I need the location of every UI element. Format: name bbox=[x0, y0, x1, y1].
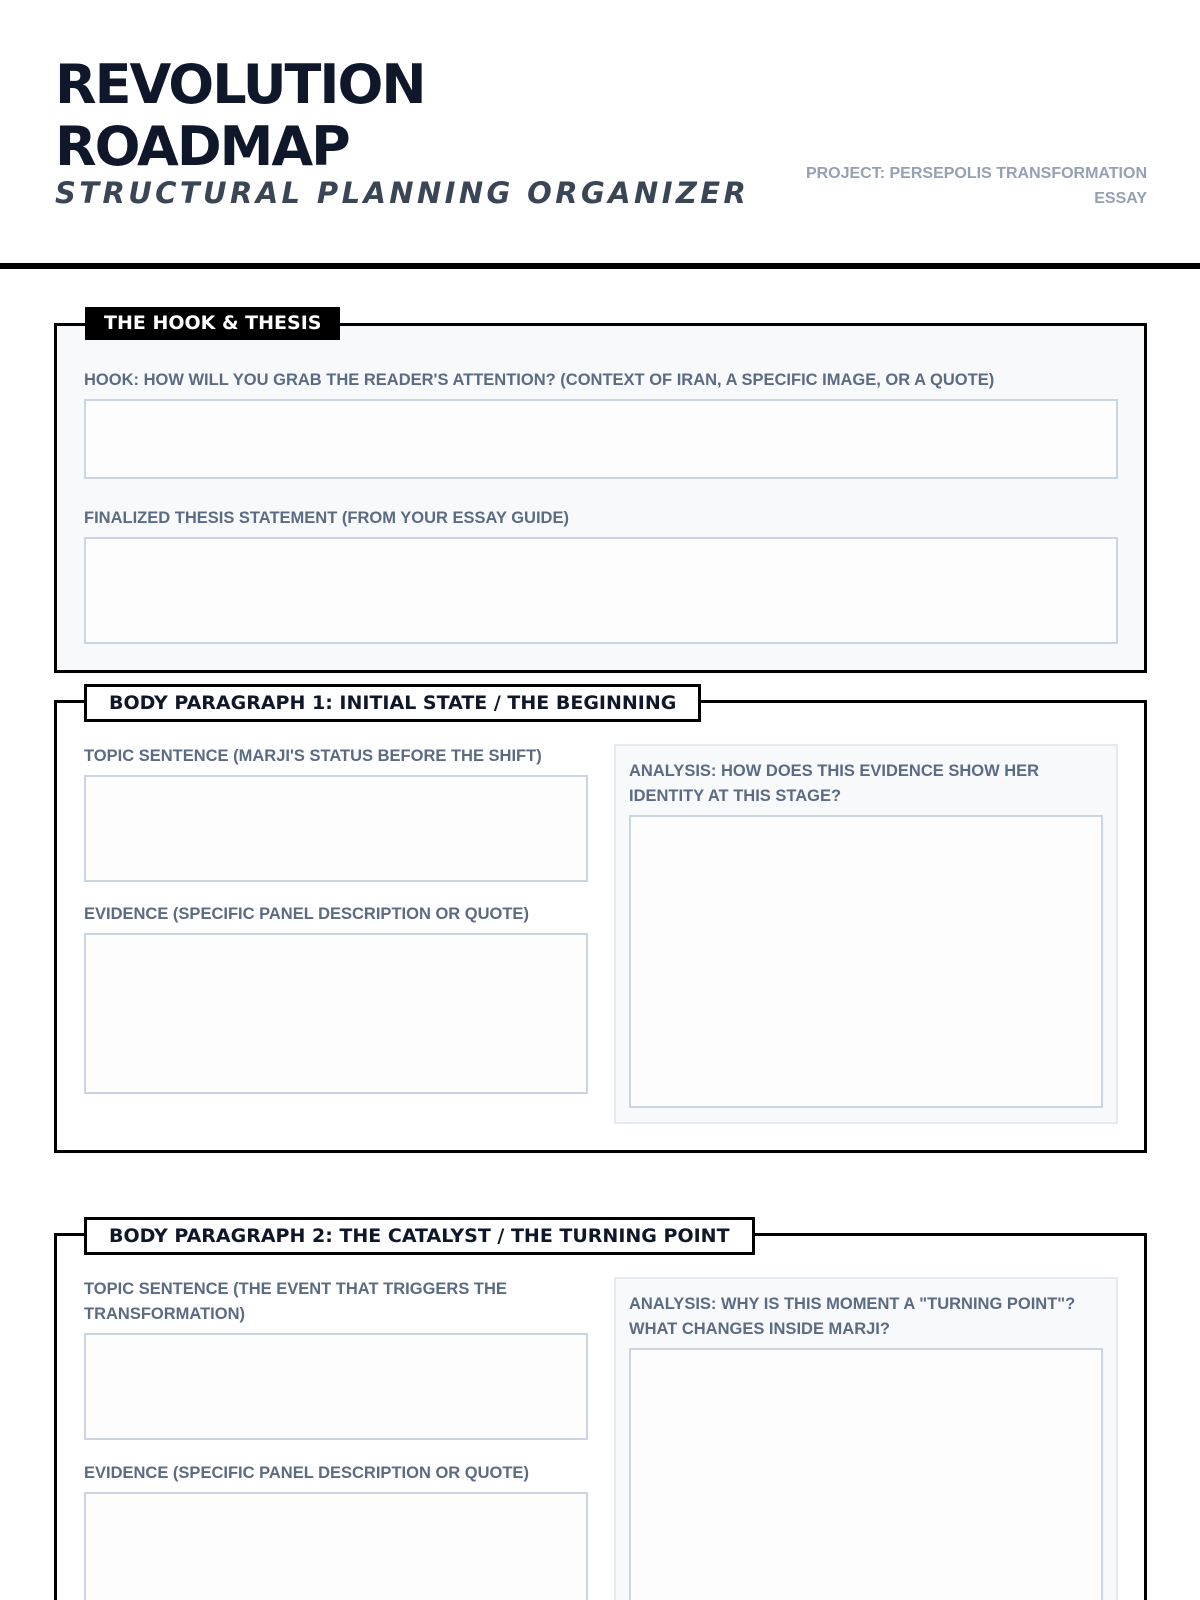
body2-evidence-input[interactable] bbox=[84, 1492, 588, 1600]
page-title-line-2: ROADMAP bbox=[55, 115, 349, 178]
thesis-label: FINALIZED THESIS STATEMENT (FROM YOUR ESSAY GUIDE) bbox=[84, 509, 569, 527]
page-subtitle: STRUCTURAL PLANNING ORGANIZER bbox=[55, 176, 750, 210]
body2-evidence-label: EVIDENCE (SPECIFIC PANEL DESCRIPTION OR QUOTE) bbox=[84, 1464, 529, 1482]
page-header bbox=[0, 0, 1200, 270]
body2-topic-input[interactable] bbox=[84, 1333, 588, 1440]
body1-analysis-input[interactable] bbox=[629, 815, 1103, 1108]
body-paragraph-1-title: BODY PARAGRAPH 1: INITIAL STATE / THE BEGINNING bbox=[84, 684, 701, 722]
hook-input[interactable] bbox=[84, 399, 1118, 479]
hook-thesis-section-title: THE HOOK & THESIS bbox=[85, 307, 340, 340]
page-title-line-1: REVOLUTION bbox=[55, 53, 425, 116]
body1-evidence-input[interactable] bbox=[84, 933, 588, 1094]
body1-analysis-label: ANALYSIS: HOW DOES THIS EVIDENCE SHOW HER IDENTITY AT THIS STAGE? bbox=[629, 762, 1040, 805]
thesis-input[interactable] bbox=[84, 537, 1118, 644]
body1-evidence-label: EVIDENCE (SPECIFIC PANEL DESCRIPTION OR QUOTE) bbox=[84, 905, 529, 923]
body2-topic-label: TOPIC SENTENCE (THE EVENT THAT TRIGGERS THE TRANSFORMATION) bbox=[84, 1280, 507, 1323]
body1-topic-label: TOPIC SENTENCE (MARJI'S STATUS BEFORE THE SHIFT) bbox=[84, 747, 542, 765]
header-divider bbox=[0, 263, 1200, 269]
body2-analysis-input[interactable] bbox=[629, 1348, 1103, 1600]
page-title bbox=[55, 54, 425, 178]
body-paragraph-2-title: BODY PARAGRAPH 2: THE CATALYST / THE TURNING POINT bbox=[84, 1217, 755, 1255]
hook-label: HOOK: HOW WILL YOU GRAB THE READER'S ATTENTION? (CONTEXT OF IRAN, A SPECIFIC IMAGE, OR A QUOTE) bbox=[84, 371, 995, 389]
body2-analysis-label: ANALYSIS: WHY IS THIS MOMENT A "TURNING POINT"? WHAT CHANGES INSIDE MARJI? bbox=[629, 1295, 1076, 1338]
project-label: PROJECT: PERSEPOLIS TRANSFORMATION ESSAY bbox=[805, 165, 1147, 207]
body1-topic-input[interactable] bbox=[84, 775, 588, 882]
